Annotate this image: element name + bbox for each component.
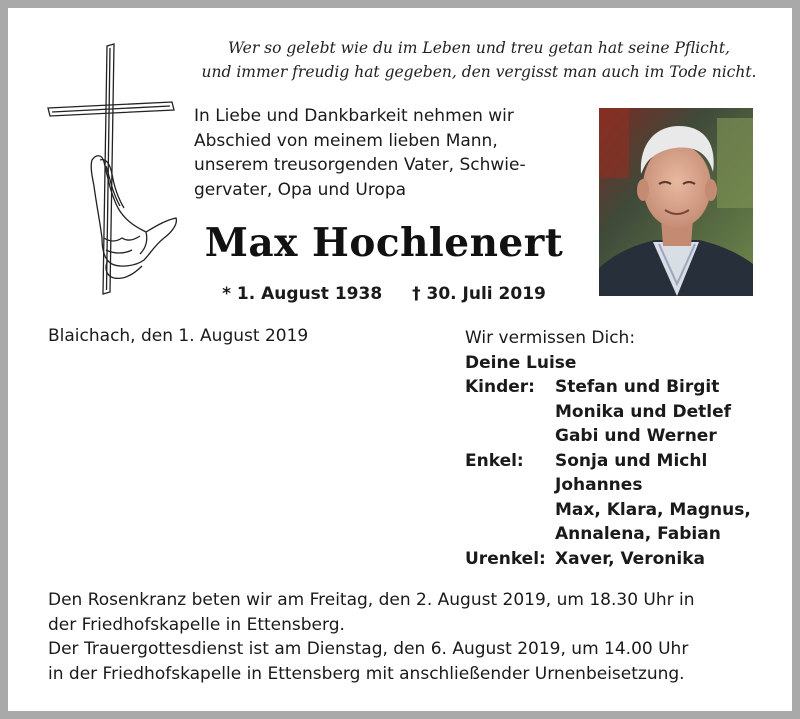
obituary-notice — [8, 8, 792, 711]
announcement-line: Abschied von meinem lieben Mann, — [194, 130, 498, 151]
group-names — [555, 375, 731, 449]
birth-date: * 1. August 1938 — [222, 284, 383, 304]
service-line: Der Trauergottesdienst ist am Dienstag, den 6. August 2019, um 14.00 Uhr — [48, 639, 689, 659]
service-information — [48, 588, 763, 686]
group-label: Enkel: — [465, 450, 524, 471]
deceased-name: Max Hochlenert — [204, 220, 564, 266]
group-label: Urenkel: — [465, 548, 546, 569]
family-group-children — [465, 375, 751, 449]
service-line: Den Rosenkranz beten wir am Freitag, den 2. August 2019, um 18.30 Uhr in — [48, 590, 695, 610]
service-line: der Friedhofskapelle in Ettensberg. — [48, 614, 345, 635]
announcement-line: In Liebe und Dankbarkeit nehmen wir — [194, 106, 514, 126]
group-names — [555, 547, 705, 572]
family-member: Annalena, Fabian — [555, 524, 721, 544]
spouse-name: Deine Luise — [465, 352, 577, 373]
group-names — [555, 449, 751, 547]
family-list — [465, 326, 751, 571]
family-group-great-grandchildren — [465, 547, 751, 572]
family-member: Stefan und Birgit — [555, 377, 720, 397]
family-member: Sonja und Michl — [555, 450, 708, 471]
family-group-grandchildren — [465, 449, 751, 547]
memorial-quote — [194, 36, 764, 84]
family-member: Monika und Detlef — [555, 401, 732, 422]
announcement-text — [194, 104, 574, 202]
service-line: in der Friedhofskapelle in Ettensberg mit anschließender Urnenbeisetzung. — [48, 663, 685, 684]
quote-line: und immer freudig hat gegeben, den vergisst man auch im Tode nicht. — [201, 63, 757, 81]
family-member: Max, Klara, Magnus, — [555, 499, 751, 520]
place-and-date: Blaichach, den 1. August 2019 — [48, 326, 309, 346]
announcement-line: unserem treusorgenden Vater, Schwie- — [194, 155, 526, 175]
life-dates — [194, 284, 574, 304]
portrait-photo — [599, 108, 753, 296]
family-intro: Wir vermissen Dich: — [465, 328, 636, 348]
family-member: Gabi und Werner — [555, 426, 717, 446]
group-label: Kinder: — [465, 377, 535, 397]
family-member: Johannes — [555, 475, 643, 495]
announcement-line: gervater, Opa und Uropa — [194, 179, 407, 200]
cross-with-praying-hands-icon — [44, 42, 184, 298]
family-member: Xaver, Veronika — [555, 548, 705, 569]
death-date: † 30. Juli 2019 — [412, 284, 546, 304]
quote-line: Wer so gelebt wie du im Leben und treu getan hat seine Pflicht, — [227, 39, 730, 57]
